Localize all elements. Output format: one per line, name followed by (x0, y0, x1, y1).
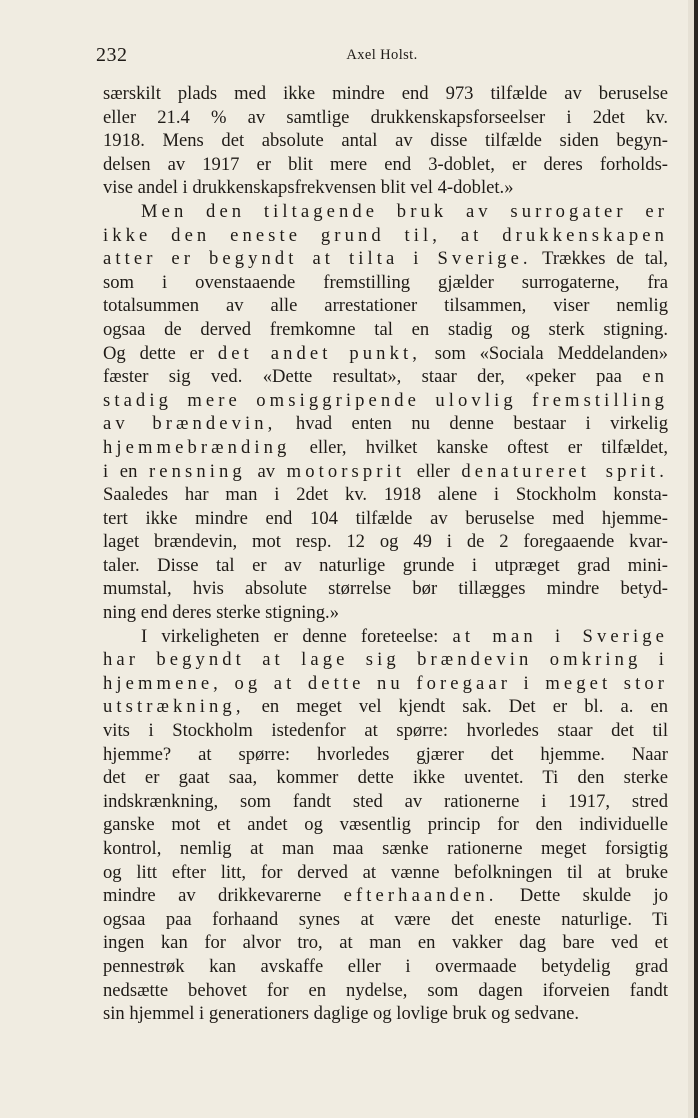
spaced-emphasis-text: atter er begyndt at tilta i Sverige. (103, 248, 532, 270)
page-header (96, 44, 668, 72)
text-segment: Dette skulde jo (497, 885, 669, 907)
spaced-emphasis-text: denatureret sprit. (461, 460, 668, 482)
text-segment: Trækkes de tal, (531, 248, 668, 270)
text-segment: mumstal, hvis absolute størrelse bør tillægges mindre betyd- (103, 578, 668, 600)
text-line (103, 271, 668, 295)
text-line (103, 342, 668, 366)
text-line (103, 884, 668, 908)
text-segment: tert ikke mindre end 104 tilfælde av beruselse med hjemme- (103, 507, 668, 529)
text-segment: vits i Stockholm istedenfor at spørre: hvorledes staar det til (103, 720, 668, 742)
text-segment: en meget vel kjendt sak. Det er bl. a. en (244, 696, 668, 718)
text-line (103, 318, 668, 342)
text-line (103, 743, 668, 767)
running-head: Axel Holst. (346, 47, 418, 63)
text-line (103, 412, 668, 436)
text-segment: som i ovenstaaende fremstilling gjælder surrogaterne, fra (103, 271, 668, 293)
text-line (103, 200, 668, 224)
text-segment: i en (103, 460, 150, 482)
spaced-emphasis-text: efterhaanden. (343, 885, 498, 907)
text-line (103, 224, 668, 248)
text-line (103, 813, 668, 837)
text-line (103, 82, 668, 106)
text-line (103, 153, 668, 177)
text-segment: som «Sociala Meddelanden» (420, 342, 668, 364)
text-line (103, 861, 668, 885)
spaced-emphasis-text: motorsprit (286, 460, 406, 482)
text-segment: taler. Disse tal er av naturlige grunde i utpræget grad mini- (103, 554, 668, 576)
text-segment: hjemme? at spørre: hvorledes gjærer det hjemme. Naar (103, 743, 668, 765)
text-segment: pennestrøk kan avskaffe eller i overmaade betydelig grad (103, 955, 668, 977)
text-line (103, 719, 668, 743)
text-segment: ogsaa de derved fremkomne tal en stadig og sterk stigning. (103, 318, 668, 340)
text-line (103, 766, 668, 790)
text-line (103, 695, 668, 719)
spaced-emphasis-text: det andet punkt, (217, 342, 421, 364)
spaced-emphasis-text: stadig mere omsiggripende ulovlig fremstilling (103, 389, 668, 411)
text-segment: eller, hvilket kanske oftest er tilfældet, (290, 436, 668, 458)
spaced-emphasis-text: at man i Sverige (452, 625, 668, 647)
text-segment: av (245, 460, 287, 482)
text-segment: kontrol, nemlig at man maa sænke rationerne meget forsigtig (103, 838, 668, 859)
text-line (103, 460, 668, 484)
text-line (103, 790, 668, 814)
text-line (103, 507, 668, 531)
text-segment: det er gaat saa, kommer dette ikke uventet. Ti den sterke (103, 767, 668, 789)
text-line (103, 931, 668, 955)
text-line (103, 436, 668, 460)
text-segment: I virkeligheten er denne foreteelse: (141, 625, 453, 647)
text-segment: 1918. Mens det absolute antal av disse tilfælde siden begyn- (103, 130, 668, 152)
text-line (103, 648, 668, 672)
spaced-emphasis-text: rensning (149, 460, 246, 482)
text-segment: og litt efter litt, for derved at vænne befolkningen til at bruke (103, 861, 668, 883)
text-segment: totalsummen av alle arrestationer tilsammen, viser nemlig (103, 295, 668, 317)
spaced-emphasis-text: har begyndt at lage sig brændevin omkring i (103, 649, 668, 671)
text-line (103, 294, 668, 318)
text-line (103, 106, 668, 130)
text-segment: Saaledes har man i 2det kv. 1918 alene i Stockholm konsta- (103, 484, 668, 506)
text-segment: nedsætte behovet for en nydelse, som dagen iforveien fandt (103, 979, 668, 1001)
page-edge (694, 0, 698, 1118)
text-line (103, 955, 668, 979)
text-segment: mindre av drikkevarerne (103, 885, 344, 907)
text-segment: ogsaa paa forhaand synes at være det eneste naturlige. Ti (103, 908, 668, 930)
text-segment: eller 21.4 % av samtlige drukkenskapsforseelser i 2det kv. (103, 106, 668, 128)
spaced-emphasis-text: av brændevin, (103, 413, 277, 435)
text-line (103, 365, 668, 389)
text-segment: særskilt plads med ikke mindre end 973 tilfælde av beruselse (103, 83, 668, 104)
spaced-emphasis-text: hjemmebrænding (103, 436, 291, 458)
text-line (103, 389, 668, 413)
text-line (103, 837, 668, 861)
text-segment: delsen av 1917 er blit mere end 3-doblet, er deres forholds- (103, 153, 668, 175)
spaced-emphasis-text: ikke den eneste grund til, at drukkenskapen (103, 224, 668, 246)
text-segment: vise andel i drukkenskapsfrekvensen blit vel 4-doblet.» (103, 177, 514, 199)
text-segment: ganske mot et andet og væsentlig princip for den individuelle (103, 814, 668, 836)
text-segment: sin hjemmel i generationers daglige og lovlige bruk og sedvane. (103, 1003, 580, 1025)
text-line (103, 1002, 668, 1026)
text-segment: ingen kan for alvor tro, at man en vakker dag bare ved et (103, 932, 668, 954)
text-segment: eller (405, 460, 462, 482)
text-segment: ning end deres sterke stigning.» (103, 602, 339, 624)
text-line (103, 247, 668, 271)
spaced-emphasis-text: utstrækning, (103, 696, 245, 718)
text-line (103, 672, 668, 696)
text-line (103, 129, 668, 153)
text-line (103, 483, 668, 507)
spaced-emphasis-text: hjemmene, og at dette nu foregaar i meget stor (103, 672, 668, 694)
text-segment: hvad enten nu denne bestaar i virkelig (276, 413, 668, 435)
text-line (103, 554, 668, 578)
spaced-emphasis-text: en (642, 366, 668, 388)
text-segment: fæster sig ved. «Dette resultat», staar der, «peker paa (103, 366, 643, 388)
text-segment: laget brændevin, mot resp. 12 og 49 i de 2 foregaaende kvar- (103, 531, 668, 553)
text-line (103, 530, 668, 554)
text-line (103, 625, 668, 649)
text-line (103, 577, 668, 601)
text-segment: Og dette er (103, 342, 218, 364)
text-line (103, 908, 668, 932)
spaced-emphasis-text: Men den tiltagende bruk av surrogater er (141, 200, 668, 222)
text-line (103, 979, 668, 1003)
text-line (103, 176, 668, 200)
text-line (103, 601, 668, 625)
page-number: 232 (96, 44, 128, 66)
body-text (103, 82, 668, 1026)
text-segment: indskrænkning, som fandt sted av rationerne i 1917, stred (103, 790, 668, 812)
